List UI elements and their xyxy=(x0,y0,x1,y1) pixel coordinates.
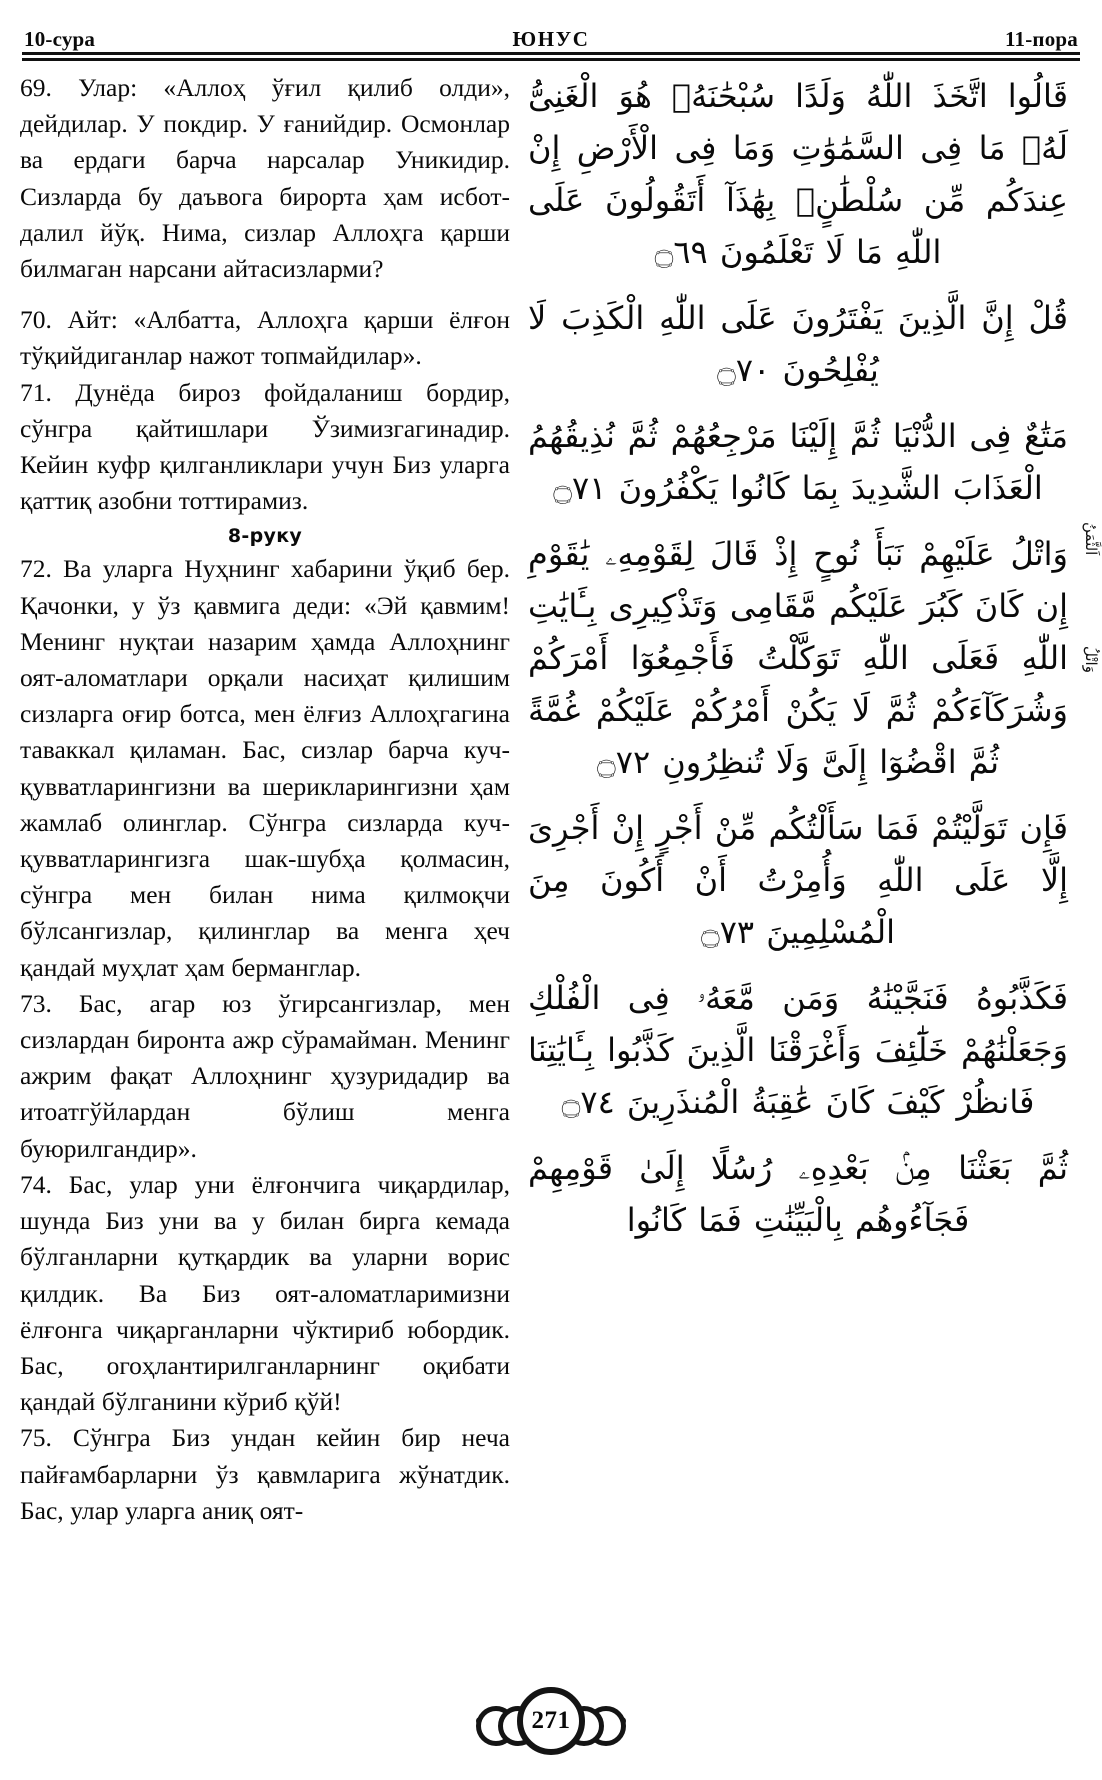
arabic-verse-70: قُلْ إِنَّ الَّذِينَ يَفْتَرُونَ عَلَى اللّٰهِ الْكَذِبَ لَا يُفْلِحُونَ ۝٧٠ xyxy=(528,299,1068,389)
arabic-verse-74: فَكَذَّبُوهُ فَنَجَّيْنَٰهُ وَمَن مَّعَهُۥ فِى الْفُلْكِ وَجَعَلْنَٰهُمْ خَلَٰٓئِفَ وَأَغْرَقْنَا الَّذِينَ كَذَّبُوا بِـَٔايَٰتِنَا فَانظُرْ كَيْفَ كَانَ عَٰقِبَةُ الْمُنذَرِينَ ۝٧٤ xyxy=(528,979,1068,1121)
header-rule-thin xyxy=(22,58,1080,61)
arabic-verse-72: وَاتْلُ عَلَيْهِمْ نَبَأَ نُوحٍ إِذْ قَالَ لِقَوْمِهِۦ يَٰقَوْمِ إِن كَانَ كَبُرَ عَلَيْكُم مَّقَامِى وَتَذْكِيرِى بِـَٔايَٰتِ اللّٰهِ فَعَلَى اللّٰهِ تَوَكَّلْتُ فَأَجْمِعُوٓا أَمْرَكُمْ وَشُرَكَآءَكُمْ ثُمَّ لَا يَكُنْ أَمْرُكُمْ عَلَيْكُمْ غُمَّةً ثُمَّ اقْضُوٓا إِلَىَّ وَلَا تُنظِرُونِ ۝٧٢ xyxy=(528,535,1068,781)
arabic-text-column xyxy=(528,70,1068,1246)
verse-paragraph-70: 70. Айт: «Албатта, Аллоҳга қарши ёлғон тўқийдиганлар нажот топмайдилар». xyxy=(20,305,510,371)
running-head-title: ЮНУС xyxy=(512,27,590,51)
arabic-verse-75: ثُمَّ بَعَثْنَا مِنۢ بَعْدِهِۦ رُسُلًا إِلَىٰ قَوْمِهِمْ فَجَآءُوهُم بِالْبَيِّنَٰتِ فَمَا كَانُوا xyxy=(528,1149,1068,1239)
page-number: 271 xyxy=(517,1687,585,1755)
uzbek-translation-column xyxy=(20,70,510,1529)
arabic-verse-73: فَإِن تَوَلَّيْتُمْ فَمَا سَأَلْتُكُم مِّنْ أَجْرٍ إِنْ أَجْرِىَ إِلَّا عَلَى اللّٰهِ وَأُمِرْتُ أَنْ أَكُونَ مِنَ الْمُسْلِمِينَ ۝٧٣ xyxy=(528,809,1068,951)
arabic-verse-69: قَالُوا اتَّخَذَ اللّٰهُ وَلَدًا سُبْحَٰنَهُۥ هُوَ الْغَنِىُّ لَهُۥ مَا فِى السَّمَٰوَٰتِ وَمَا فِى الْأَرْضِ إِنْ عِندَكُم مِّن سُلْطَٰنٍۭ بِهَٰذَآ أَتَقُولُونَ عَلَى اللّٰهِ مَا لَا تَعْلَمُونَ ۝٦٩ xyxy=(528,77,1068,271)
margin-note-watlu: وَاتْلُ xyxy=(1082,646,1100,673)
verse-paragraph-75: 75. Сўнгра Биз ундан кейин бир неча пайғамбарларни ўз қавмларига жўнатдик. Бас, улар уларга аниқ оят- xyxy=(20,1423,510,1525)
verse-paragraph-72: 72. Ва уларга Нуҳнинг хабарини ўқиб бер. Қачонки, у ўз қавмига деди: «Эй қавмим! Менинг нуқтаи назарим ҳамда Аллоҳнинг оят-аломатлари орқали насиҳат қилишим сизларга оғир ботса, мен ёлғиз Аллоҳгагина таваккал қиламан. Бас, сизлар барча куч-қувватларингизни ва шерикларингизни ҳам жамлаб олинглар. Сўнгра сизларда куч-қувватларингизга шак-шубҳа қолмасин, сўнгра мен билан нима қилмоқчи бўлсангизлар, қилинглар ва менга ҳеч қандай муҳлат ҳам берманглар. xyxy=(20,554,510,982)
folio xyxy=(0,1690,1102,1752)
header-divider xyxy=(22,52,1080,61)
ruku-heading: 8-руку xyxy=(227,525,303,548)
arabic-verse-71: مَتَٰعٌ فِى الدُّنْيَا ثُمَّ إِلَيْنَا مَرْجِعُهُمْ ثُمَّ نُذِيقُهُمُ الْعَذَابَ الشَّدِيدَ بِمَا كَانُوا يَكْفُرُونَ ۝٧١ xyxy=(528,417,1068,507)
verse-paragraph-69: 69. Улар: «Аллоҳ ўғил қилиб олди», дейдилар. У покдир. У ғанийдир. Осмонлар ва ердаги барча нарсалар Уникидир. Сизларда бу даъвога бирорта ҳам исбот-далил йўқ. Нима, сизлар Аллоҳга қарши билмаган нарсани айтасизларми? xyxy=(20,73,510,284)
running-head xyxy=(24,18,1078,52)
verse-paragraph-73: 73. Бас, агар юз ўгирсангизлар, мен сизлардан биронта ажр сўрамайман. Менинг ажрим фақат Аллоҳнинг ҳузуридадир ва итоатгўйлардан бўлиш менга буюрилгандир». xyxy=(20,988,510,1163)
running-head-juz: 11-пора xyxy=(1004,27,1078,51)
margin-note-thaman: اَلثَّمَنُ xyxy=(1082,522,1100,556)
running-head-surah: 10-сура xyxy=(24,27,96,51)
verse-paragraph-74: 74. Бас, улар уни ёлғончига чиқардилар, шунда Биз уни ва у билан бирга кемада бўлганларни қутқардик ва уларни ворис қилдик. Ва Биз оят-аломатларимизни ёлғонга чиқарганларни чўктириб юбордик. Бас, огоҳлантирилганларнинг оқибати қандай бўлганини кўриб қўй! xyxy=(20,1169,510,1417)
verse-paragraph-71: 71. Дунёда бироз фойдаланиш бордир, сўнгра қайтишлари Ўзимизгагинадир. Кейин куфр қилганликлари учун Биз уларга қаттиқ азобни тоттирамиз. xyxy=(20,377,510,516)
header-rule-thick xyxy=(22,52,1080,55)
folio-ornament xyxy=(446,1692,656,1750)
page-columns xyxy=(0,70,1102,1660)
